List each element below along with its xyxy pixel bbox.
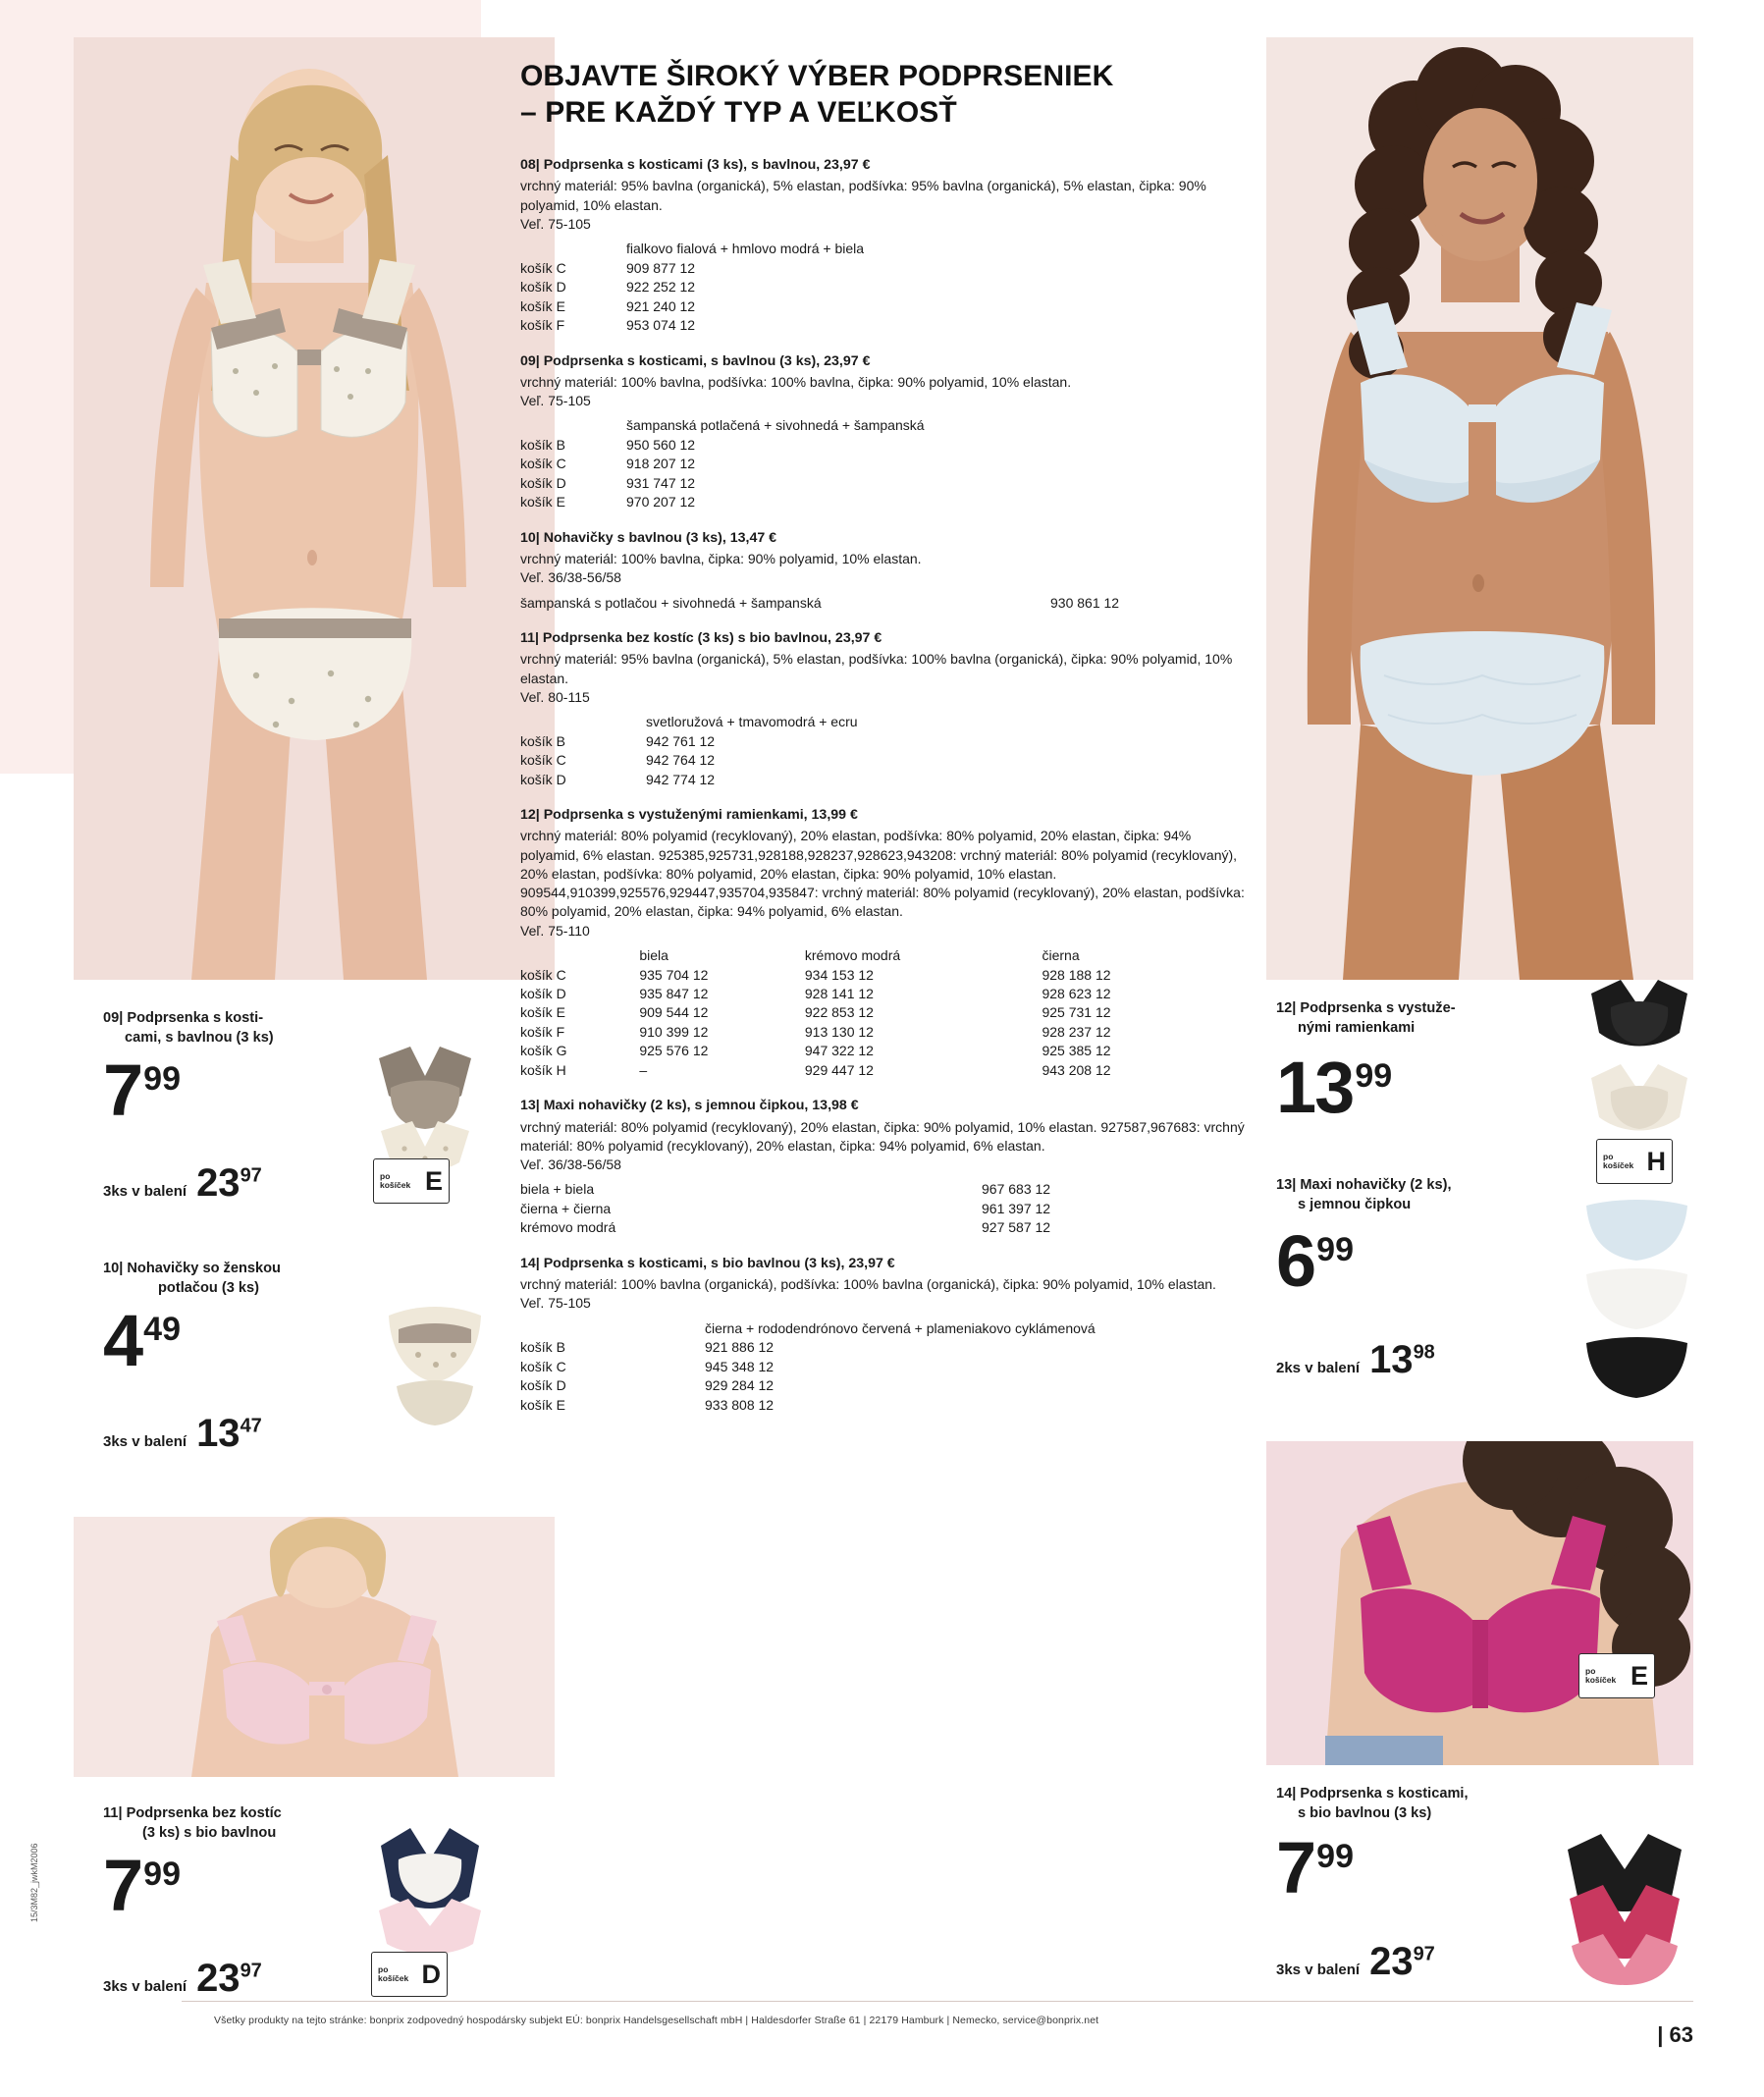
item-desc-13: vrchný materiál: 80% polyamid (recyklovaný), 20% elastan, čipka: 90% polyamid, 10% elastan. 927587,967683: vrchný materiál: 80% polyamid (recyklovaný), 20% elastan, čipka: 94% polyamid, 6% elastan. — [520, 1118, 1245, 1154]
table-row: čierna + čierna 961 397 12 — [520, 1200, 1051, 1216]
product-thumbnail-13-blue — [1580, 1196, 1693, 1264]
cup-badge-top-11: po — [378, 1964, 389, 1975]
item-number-08: 08 — [520, 157, 536, 174]
table-row: košík F 910 399 12 913 130 12 928 237 12 — [520, 1023, 1111, 1040]
cup-badge-bottom-09: košíček — [380, 1180, 411, 1190]
product-caption-line1-12: Podprsenka s vystuže- — [1300, 1000, 1456, 1016]
pack-price-09 — [103, 1154, 262, 1203]
price-integer-11: 7 — [103, 1845, 142, 1926]
cup-badge-12 — [1596, 1139, 1673, 1184]
product-number-10: 10 — [103, 1261, 120, 1276]
color-header-08: fialkovo fialová + hmlovo modrá + biela — [626, 241, 865, 257]
color-header-14: čierna + rododendrónovo červená + plameniakovo cyklámenová — [705, 1319, 1096, 1336]
item-code-table-09 — [520, 416, 1252, 511]
pack-price-integer-11: 23 — [196, 1957, 241, 2000]
product-number-12: 12 — [1276, 1000, 1293, 1016]
item-code-table-13 — [520, 1180, 1252, 1237]
table-row: košík E 933 808 12 — [520, 1396, 775, 1413]
table-row: košík D 931 747 12 — [520, 474, 696, 491]
item-size-12: Veľ. 75-110 — [520, 922, 590, 939]
table-row: košík B 921 886 12 — [520, 1339, 775, 1356]
item-number-14: 14 — [520, 1255, 536, 1271]
table-row: košík E 921 240 12 — [520, 297, 696, 314]
item-desc-11: vrchný materiál: 95% bavlna (organická), 5% elastan, podšívka: 100% bavlna (organická), čipka: 90% polyamid, 10% elastan. — [520, 651, 1233, 686]
pack-price-cents-10: 47 — [240, 1415, 262, 1437]
price-integer-13: 6 — [1276, 1220, 1315, 1302]
pack-price-integer-13: 13 — [1369, 1338, 1414, 1381]
price-10 — [103, 1300, 181, 1381]
price-14 — [1276, 1827, 1354, 1909]
price-cents-12: 99 — [1355, 1057, 1393, 1095]
table-row: košík C 909 877 12 — [520, 259, 696, 276]
center-text-column — [520, 59, 1252, 1431]
product-thumbnail-14 — [1556, 1828, 1693, 1985]
item-number-12: 12 — [520, 807, 536, 824]
model-illustration-left — [74, 37, 555, 980]
product-caption-line1-13: Maxi nohavičky (2 ks), — [1300, 1177, 1452, 1193]
product-photo-left-2 — [74, 1517, 555, 1777]
item-number-11: 11 — [520, 630, 535, 647]
product-thumbnail-11 — [371, 1816, 489, 1963]
product-caption-14: 14| Podprsenka s kosticami, s bio bavlnou (3 ks) — [1276, 1785, 1571, 1823]
product-caption-line2-12: nými ramienkami — [1298, 1019, 1416, 1036]
page-title — [520, 59, 1252, 131]
item-size-13: Veľ. 36/38-56/58 — [520, 1156, 621, 1173]
hero-photo-left — [74, 37, 555, 980]
item-14: 14| Podprsenka s kosticami, s bio bavlnou (3 ks), 23,97 € vrchný materiál: 100% bavlna (organická), podšívka: 100% bavlna (organická), čipka: 90% polyamid, 10% elastan. Veľ. 75-105 čierna + rododendrónovo červená + plameniakovo cyklámenová košík B 921 886 12 košík C 945 348 12 košík D 929 284 12 košík E 933 808 12 — [520, 1255, 1252, 1415]
product-caption-09: 09| Podprsenka s kosti- cami, s bavlnou (3 ks) — [103, 1009, 388, 1048]
item-code-table-10 — [520, 594, 1252, 613]
product-photo-right-2 — [1266, 1441, 1693, 1765]
table-row: košík C 918 207 12 — [520, 456, 696, 472]
table-row: šampanská s potlačou + sivohnedá + šampanská 930 861 12 — [520, 594, 1120, 611]
product-thumbnail-12-black — [1585, 974, 1693, 1062]
product-caption-13: 13| Maxi nohavičky (2 ks), s jemnou čipkou — [1276, 1176, 1561, 1214]
price-11 — [103, 1845, 181, 1926]
cup-badge-11 — [371, 1952, 448, 1997]
footer-divider — [182, 2001, 1693, 2002]
page-title-line1: OBJAVTE ŠIROKÝ VÝBER PODPRSENIEK — [520, 60, 1114, 92]
item-size-11: Veľ. 80-115 — [520, 688, 590, 705]
product-caption-line2-14: s bio bavlnou (3 ks) — [1298, 1804, 1432, 1821]
cup-badge-top-09: po — [380, 1171, 391, 1182]
table-row: biela + biela 967 683 12 — [520, 1181, 1051, 1198]
product-caption-line1-09: Podprsenka s kosti- — [127, 1010, 264, 1026]
product-number-13: 13 — [1276, 1177, 1293, 1193]
price-cents-13: 99 — [1316, 1231, 1354, 1268]
item-title-08: Podprsenka s kosticami (3 ks), s bavlnou, 23,97 € — [543, 157, 871, 174]
item-11: 11| Podprsenka bez kostíc (3 ks) s bio bavlnou, 23,97 € vrchný materiál: 95% bavlna (organická), 5% elastan, podšívka: 100% bavlna (organická), čipka: 90% polyamid, 10% elastan. Veľ. 80-115 svetloružová + tmavomodrá + ecru košík B 942 761 12 košík C 942 764 12 košík D 942 774 12 — [520, 629, 1252, 789]
product-number-11: 11 — [103, 1805, 119, 1821]
item-number-09: 09 — [520, 352, 536, 369]
pack-label-09: 3ks v balení — [103, 1183, 187, 1200]
pack-label-10: 3ks v balení — [103, 1433, 187, 1450]
item-code-table-08 — [520, 240, 1252, 335]
product-caption-11: 11| Podprsenka bez kostíc (3 ks) s bio bavlnou — [103, 1804, 398, 1843]
item-title-14: Podprsenka s kosticami, s bio bavlnou (3 ks), 23,97 € — [543, 1255, 895, 1271]
product-caption-line2-13: s jemnou čipkou — [1298, 1196, 1412, 1212]
product-caption-line1-14: Podprsenka s kosticami, — [1300, 1786, 1469, 1801]
item-desc-12: vrchný materiál: 80% polyamid (recyklovaný), 20% elastan, podšívka: 80% polyamid, 20% elastan, čipka: 94% polyamid, 6% elastan. 925385,925731,928188,928237,928623,943208: vrchný materiál: 80% polyamid (recyklovaný), 20% elastan, podšívka: 80% polyamid, 20% elastan, čipka: 90% polyamid, 10% elastan. 909544,910399,925576,929447,935704,935847: vrchný materiál: 80% polyamid (recyklovaný), 20% elastan, podšívka: 80% polyamid, 20% elastan, čipka: 94% polyamid, 6% elastan. — [520, 828, 1245, 920]
table-row: košík D 929 284 12 — [520, 1377, 775, 1394]
item-title-09: Podprsenka s kosticami, s bavlnou (3 ks), 23,97 € — [543, 352, 871, 369]
model-illustration-left-2 — [74, 1517, 555, 1777]
price-12 — [1276, 1047, 1393, 1128]
product-thumbnail-10 — [381, 1296, 489, 1433]
pack-price-cents-14: 97 — [1413, 1943, 1435, 1965]
table-row: košík B 942 761 12 — [520, 732, 716, 749]
item-code-table-14 — [520, 1319, 1252, 1415]
table-row: košík D 935 847 12 928 141 12 928 623 12 — [520, 986, 1111, 1002]
pack-price-cents-11: 97 — [240, 1960, 262, 1982]
item-title-12: Podprsenka s vystuženými ramienkami, 13,99 € — [543, 807, 858, 824]
table-row: košík E 970 207 12 — [520, 494, 696, 511]
item-13: 13| Maxi nohavičky (2 ks), s jemnou čipkou, 13,98 € vrchný materiál: 80% polyamid (recyklovaný), 20% elastan, čipka: 90% polyamid, 10% elastan. 927587,967683: vrchný materiál: 80% polyamid (recyklovaný), 20% elastan, čipka: 94% polyamid, 6% elastan. Veľ. 36/38-56/58 biela + biela 967 683 12 čierna + čierna 961 397 12 krémovo modrá 927 587 12 — [520, 1097, 1252, 1238]
product-number-09: 09 — [103, 1010, 120, 1026]
product-caption-12: 12| Podprsenka s vystuže- nými ramienkami — [1276, 999, 1561, 1038]
item-number-13: 13 — [520, 1098, 536, 1114]
color-header-09: šampanská potlačená + sivohnedá + šampanská — [626, 417, 925, 434]
color-header-11: svetloružová + tmavomodrá + ecru — [646, 714, 858, 730]
table-row: košík D 942 774 12 — [520, 771, 716, 787]
price-cents-10: 49 — [143, 1311, 181, 1348]
item-title-10: Nohavičky s bavlnou (3 ks), 13,47 € — [543, 529, 777, 546]
item-size-08: Veľ. 75-105 — [520, 215, 591, 232]
cup-badge-bottom-photo: košíček — [1585, 1675, 1617, 1685]
color-header-12-1: biela — [639, 947, 668, 964]
cup-badge-letter-photo: E — [1630, 1660, 1648, 1691]
table-row: košík C 942 764 12 — [520, 752, 716, 769]
cup-badge-bottom-11: košíček — [378, 1973, 409, 1983]
product-caption-line1-10: Nohavičky so ženskou — [127, 1261, 281, 1276]
cup-badge-top-12: po — [1603, 1152, 1614, 1162]
pack-price-integer-10: 13 — [196, 1412, 241, 1455]
pack-price-integer-14: 23 — [1369, 1940, 1414, 1983]
side-code: 15/3M82_jwkM2006 — [29, 1843, 39, 1922]
hero-photo-right — [1266, 37, 1693, 980]
pack-label-13: 2ks v balení — [1276, 1360, 1361, 1376]
table-row: košík F 953 074 12 — [520, 317, 696, 334]
item-desc-10: vrchný materiál: 100% bavlna, čipka: 90% polyamid, 10% elastan. — [520, 550, 922, 566]
price-integer-09: 7 — [103, 1049, 142, 1131]
cup-badge-photo-right — [1578, 1653, 1655, 1698]
model-illustration-right-2 — [1266, 1441, 1693, 1765]
pack-price-10 — [103, 1404, 262, 1453]
cup-badge-letter-09: E — [424, 1165, 443, 1196]
product-caption-line2-10: potlačou (3 ks) — [158, 1279, 259, 1296]
cup-badge-letter-12: H — [1646, 1146, 1666, 1176]
table-row: krémovo modrá 927 587 12 — [520, 1219, 1051, 1236]
product-caption-line2-09: cami, s bavlnou (3 ks) — [125, 1029, 274, 1046]
product-thumbnail-12-cream — [1585, 1056, 1693, 1147]
product-caption-10: 10| Nohavičky so ženskou potlačou (3 ks) — [103, 1260, 398, 1298]
pack-label-11: 3ks v balení — [103, 1978, 187, 1995]
product-thumbnail-13-black — [1580, 1333, 1693, 1402]
pack-price-11 — [103, 1949, 262, 1998]
cup-badge-top-photo: po — [1585, 1666, 1596, 1677]
price-integer-12: 13 — [1276, 1047, 1354, 1128]
page-title-line2: – PRE KAŽDÝ TYP A VEĽKOSŤ — [520, 95, 957, 129]
item-title-11: Podprsenka bez kostíc (3 ks) s bio bavlnou, 23,97 € — [542, 630, 882, 647]
item-12: 12| Podprsenka s vystuženými ramienkami, 13,99 € vrchný materiál: 80% polyamid (recyklovaný), 20% elastan, podšívka: 80% polyamid, 20% elastan, čipka: 94% polyamid, 6% elastan. 925385,925731,928188,928237,928623,943208: vrchný materiál: 80% polyamid (recyklovaný), 20% elastan, podšívka: 80% polyamid, 20% elastan, čipka: 90% polyamid, 10% elastan. 909544,910399,925576,929447,935704,935847: vrchný materiál: 80% polyamid (recyklovaný), 20% elastan, podšívka: 80% polyamid, 20% elastan, čipka: 94% polyamid, 6% elastan. Veľ. 75-110 biela krémovo modrá čierna košík C 935 704 12 934 153 12 928 188 12 košík D 935 847 12 928 141 12 928 623 12 košík E 909 544 12 922 853 12 925 731 12 košík F 910 399 12 913 130 12 928 237 12 košík G 925 576 12 947 322 12 925 385 12 košík H – 929 447 12 943 208 12 — [520, 806, 1252, 1080]
table-row: košík H – 929 447 12 943 208 12 — [520, 1061, 1111, 1078]
price-integer-10: 4 — [103, 1300, 142, 1381]
product-caption-line1-11: Podprsenka bez kostíc — [126, 1805, 282, 1821]
color-header-12-2: krémovo modrá — [804, 947, 901, 964]
color-header-12-3: čierna — [1042, 947, 1080, 964]
price-integer-14: 7 — [1276, 1827, 1315, 1909]
price-09 — [103, 1049, 181, 1131]
table-row: košík C 945 348 12 — [520, 1358, 775, 1374]
model-illustration-right — [1266, 37, 1693, 980]
item-desc-09: vrchný materiál: 100% bavlna, podšívka: 100% bavlna, čipka: 90% polyamid, 10% elastan. — [520, 373, 1072, 390]
page-number: | 63 — [1657, 2022, 1693, 2047]
price-cents-09: 99 — [143, 1060, 181, 1098]
item-09: 09| Podprsenka s kosticami, s bavlnou (3 ks), 23,97 € vrchný materiál: 100% bavlna, podšívka: 100% bavlna, čipka: 90% polyamid, 10% elastan. Veľ. 75-105 šampanská potlačená + sivohnedá + šampanská košík B 950 560 12 košík C 918 207 12 košík D 931 747 12 košík E 970 207 12 — [520, 352, 1252, 512]
item-desc-08: vrchný materiál: 95% bavlna (organická), 5% elastan, podšívka: 95% bavlna (organická), 5% elastan, čipka: 90% polyamid, 10% elastan. — [520, 178, 1206, 213]
product-thumbnail-13-white — [1580, 1264, 1693, 1333]
pack-price-13 — [1276, 1330, 1435, 1379]
item-size-10: Veľ. 36/38-56/58 — [520, 569, 621, 586]
table-row: košík D 922 252 12 — [520, 279, 696, 296]
item-title-13: Maxi nohavičky (2 ks), s jemnou čipkou, 13,98 € — [543, 1098, 859, 1114]
price-13 — [1276, 1220, 1354, 1302]
price-cents-11: 99 — [143, 1855, 181, 1893]
table-row: košík C 935 704 12 934 153 12 928 188 12 — [520, 966, 1111, 983]
table-row: košík E 909 544 12 922 853 12 925 731 12 — [520, 1004, 1111, 1021]
cup-badge-letter-11: D — [421, 1959, 441, 1989]
item-desc-14: vrchný materiál: 100% bavlna (organická), podšívka: 100% bavlna (organická), čipka: 90% polyamid, 10% elastan. — [520, 1276, 1216, 1293]
item-number-10: 10 — [520, 529, 536, 546]
item-08: 08| Podprsenka s kosticami (3 ks), s bavlnou, 23,97 € vrchný materiál: 95% bavlna (organická), 5% elastan, podšívka: 95% bavlna (organická), 5% elastan, čipka: 90% polyamid, 10% elastan. Veľ. 75-105 fialkovo fialová + hmlovo modrá + biela košík C 909 877 12 košík D 922 252 12 košík E 921 240 12 košík F 953 074 12 — [520, 156, 1252, 335]
cup-badge-bottom-12: košíček — [1603, 1160, 1634, 1170]
table-row: košík B 950 560 12 — [520, 436, 696, 453]
pack-price-14 — [1276, 1932, 1435, 1981]
pack-price-cents-13: 98 — [1413, 1341, 1435, 1364]
cup-badge-09 — [373, 1158, 450, 1204]
pack-price-cents-09: 97 — [240, 1164, 262, 1187]
pack-price-integer-09: 23 — [196, 1161, 241, 1205]
price-cents-14: 99 — [1316, 1838, 1354, 1875]
product-number-14: 14 — [1276, 1786, 1293, 1801]
footer-legal: Všetky produkty na tejto stránke: bonprix zodpovedný hospodársky subjekt EÚ: bonprix Handelsgesellschaft mbH | Haldesdorfer Straße 61 | 22179 Hamburk | Nemecko, service@bonprix.net — [214, 2015, 1099, 2026]
product-caption-line2-11: (3 ks) s bio bavlnou — [142, 1824, 277, 1841]
pack-label-14: 3ks v balení — [1276, 1962, 1361, 1978]
table-row: košík G 925 576 12 947 322 12 925 385 12 — [520, 1043, 1111, 1059]
item-size-09: Veľ. 75-105 — [520, 393, 591, 409]
item-size-14: Veľ. 75-105 — [520, 1295, 591, 1312]
item-code-table-11 — [520, 713, 1252, 789]
item-10: 10| Nohavičky s bavlnou (3 ks), 13,47 € vrchný materiál: 100% bavlna, čipka: 90% polyamid, 10% elastan. Veľ. 36/38-56/58 šampanská s potlačou + sivohnedá + šampanská 930 861 12 — [520, 529, 1252, 613]
item-code-table-12 — [520, 946, 1252, 1080]
